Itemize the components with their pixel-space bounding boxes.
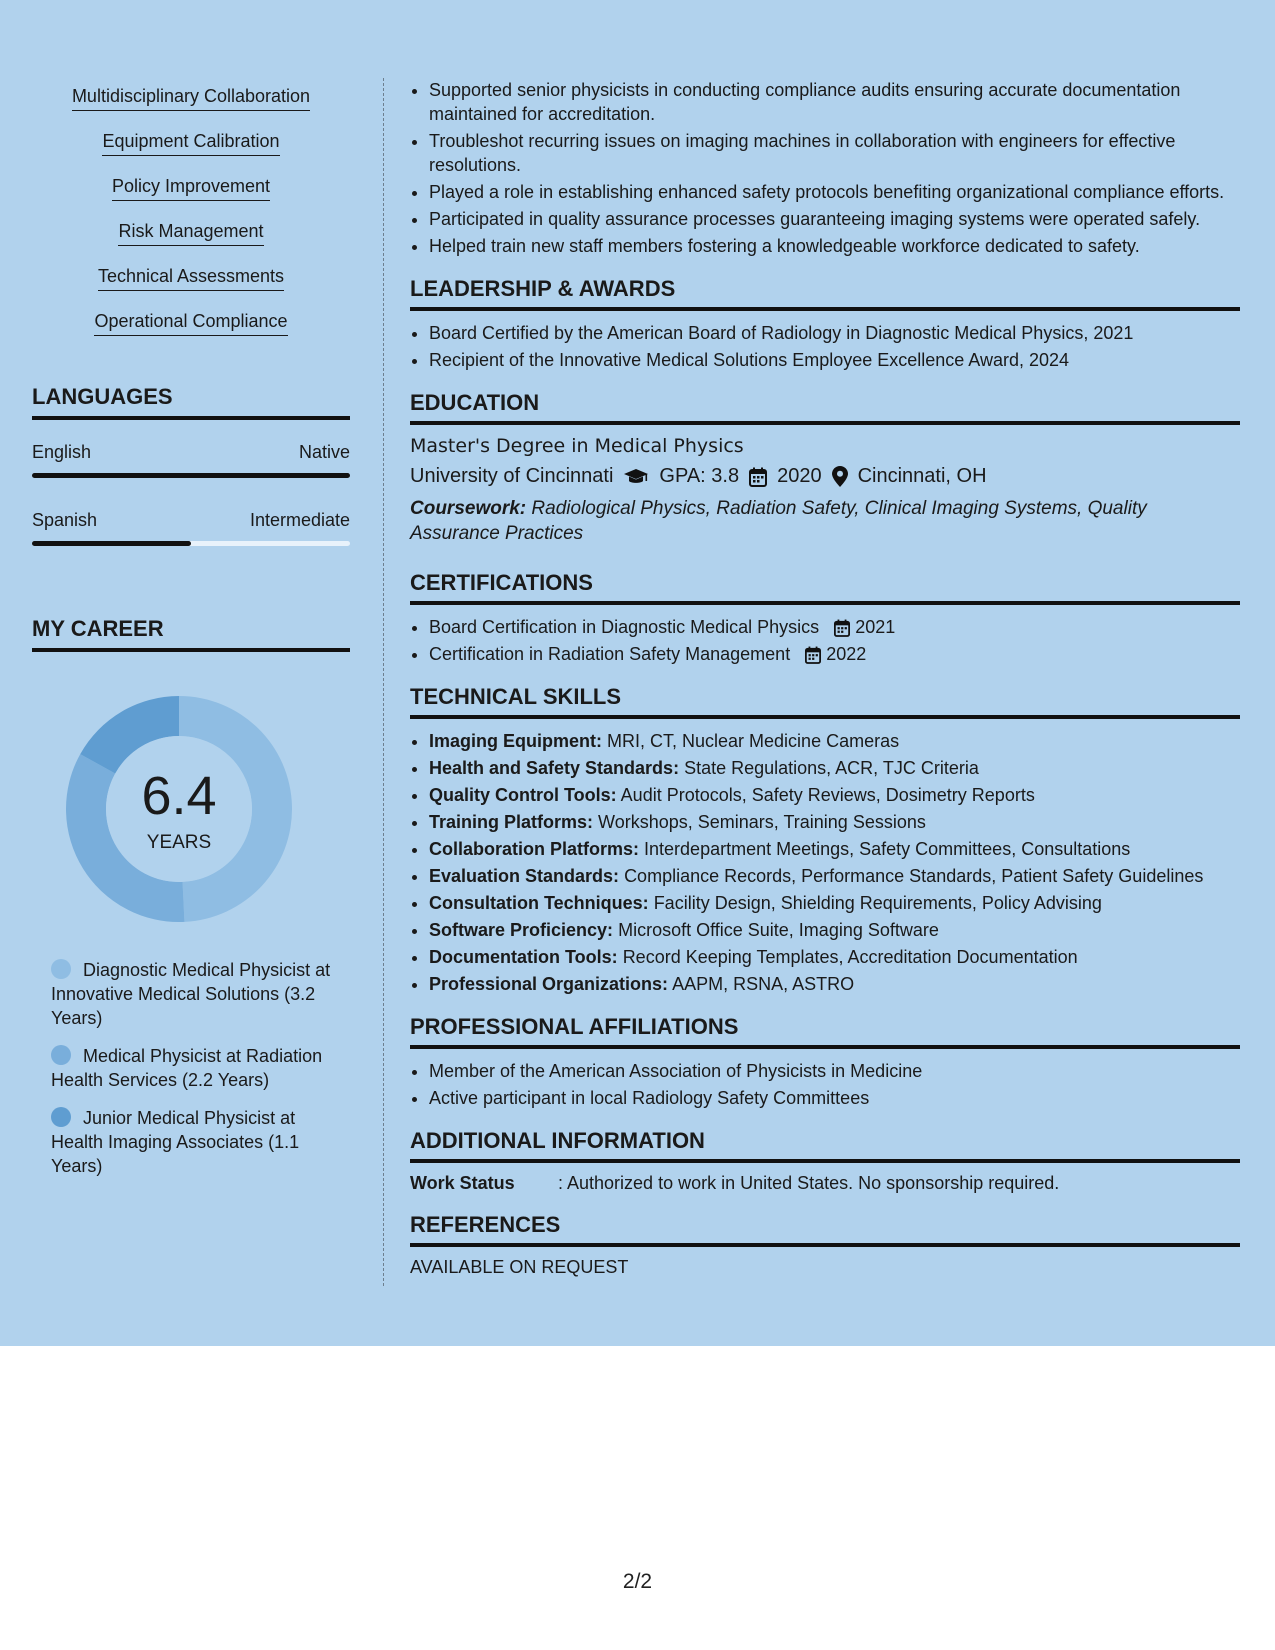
experience-bullet: • Helped train new staff members fostering a knowledgeable workforce dedicated to safety. (429, 234, 1240, 258)
certification-name: Board Certification in Diagnostic Medical Physics (429, 617, 820, 637)
main-content (410, 68, 1240, 1278)
experience-bullet: • Troubleshot recurring issues on imaging machines in collaboration with engineers for effective resolutions. (429, 129, 1240, 177)
role-text: Junior Medical Physicist at Health Imaging Associates (1.1 Years) (51, 1108, 300, 1176)
skills-list (32, 84, 350, 354)
technical-skill-item (429, 891, 1240, 915)
role-color-dot (51, 1107, 71, 1127)
education-heading: EDUCATION (410, 390, 1240, 425)
leadership-heading: LEADERSHIP & AWARDS (410, 276, 1240, 311)
graduation-year: 2020 (777, 465, 822, 487)
award-item: • Recipient of the Innovative Medical Solutions Employee Excellence Award, 2024 (429, 348, 1240, 372)
coursework-label: Coursework: (410, 498, 527, 519)
experience-bullet: • Participated in quality assurance processes guaranteeing imaging systems were operated safely. (429, 207, 1240, 231)
skill-values: Compliance Records, Performance Standards, Patient Safety Guidelines (624, 866, 1204, 886)
affiliations-heading: PROFESSIONAL AFFILIATIONS (410, 1014, 1240, 1049)
school-location: Cincinnati, OH (857, 465, 987, 487)
sidebar (32, 70, 350, 1188)
technical-skill-item (429, 972, 1240, 996)
skill-category: Health and Safety Standards: (429, 758, 680, 778)
technical-skill-item (429, 837, 1240, 861)
technical-skill-item (429, 756, 1240, 780)
language-name: English (32, 442, 92, 462)
career-role (51, 958, 350, 1030)
additional-info-heading: ADDITIONAL INFORMATION (410, 1128, 1240, 1163)
experience-bullet: • Supported senior physicists in conducting compliance audits ensuring accurate documentation maintained for accreditation. (429, 78, 1240, 126)
language-item (32, 442, 350, 478)
certification-year: 2021 (855, 617, 896, 637)
skill-category: Collaboration Platforms: (429, 839, 640, 859)
skill-tag: Risk Management (118, 219, 263, 246)
skill-tag: Multidisciplinary Collaboration (72, 84, 310, 111)
certification-item (429, 642, 1240, 666)
skill-values: Microsoft Office Suite, Imaging Software (618, 920, 939, 940)
certification-name: Certification in Radiation Safety Management (429, 644, 791, 664)
technical-skill-item (429, 918, 1240, 942)
language-proficiency-fill (32, 473, 350, 478)
skill-category: Imaging Equipment: (429, 731, 602, 751)
technical-skill-item (429, 945, 1240, 969)
certifications-list (410, 615, 1240, 666)
technical-skill-item (429, 864, 1240, 888)
award-item: • Board Certified by the American Board of Radiology in Diagnostic Medical Physics, 2021 (429, 321, 1240, 345)
technical-skills-list (410, 729, 1240, 996)
experience-bullet: • Played a role in establishing enhanced safety protocols benefiting organizational compliance efforts. (429, 180, 1240, 204)
skill-tag: Operational Compliance (94, 309, 287, 336)
affiliations-list (410, 1059, 1240, 1110)
skill-tag: Equipment Calibration (102, 129, 279, 156)
page-number: 2/2 (622, 1570, 653, 1593)
technical-skill-item (429, 810, 1240, 834)
career-role (51, 1044, 350, 1092)
role-color-dot (51, 959, 71, 979)
language-name: Spanish (32, 510, 98, 530)
skill-values: State Regulations, ACR, TJC Criteria (684, 758, 979, 778)
gpa: GPA: 3.8 (659, 465, 740, 487)
graduation-cap-icon (623, 465, 649, 488)
skill-category: Documentation Tools: (429, 947, 618, 967)
experience-bullets (410, 78, 1240, 258)
language-item (32, 510, 350, 546)
work-status-row (410, 1173, 1240, 1194)
skill-tag: Policy Improvement (112, 174, 270, 201)
career-years-label: YEARS (146, 832, 212, 853)
skill-category: Professional Organizations: (429, 974, 669, 994)
calendar-icon (805, 646, 821, 664)
coursework (410, 496, 1240, 546)
skill-category: Consultation Techniques: (429, 893, 649, 913)
location-pin-icon (832, 465, 848, 488)
career-heading: MY CAREER (32, 616, 350, 652)
certifications-heading: CERTIFICATIONS (410, 570, 1240, 605)
technical-skill-item (429, 729, 1240, 753)
skill-tag: Technical Assessments (98, 264, 284, 291)
work-status-label: Work Status (410, 1173, 515, 1193)
languages-heading: LANGUAGES (32, 384, 350, 420)
role-color-dot (51, 1045, 71, 1065)
career-role (51, 1106, 350, 1178)
skill-values: MRI, CT, Nuclear Medicine Cameras (607, 731, 900, 751)
leadership-list (410, 321, 1240, 372)
skill-values: Record Keeping Templates, Accreditation Documentation (622, 947, 1078, 967)
certification-year: 2022 (826, 644, 867, 664)
school-name: University of Cincinnati (410, 465, 614, 487)
role-text: Diagnostic Medical Physicist at Innovative Medical Solutions (3.2 Years) (51, 960, 331, 1028)
skill-category: Training Platforms: (429, 812, 594, 832)
skill-values: Audit Protocols, Safety Reviews, Dosimetry Reports (620, 785, 1035, 805)
language-proficiency-bar (32, 473, 350, 478)
career-donut-chart (66, 696, 292, 922)
coursework-list: Radiological Physics, Radiation Safety, Clinical Imaging Systems, Quality Assurance Practices (410, 498, 1147, 544)
language-proficiency-fill (32, 541, 191, 546)
affiliation-item: • Active participant in local Radiology Safety Committees (429, 1086, 1240, 1110)
technical-skills-heading: TECHNICAL SKILLS (410, 684, 1240, 719)
role-text: Medical Physicist at Radiation Health Services (2.2 Years) (51, 1046, 323, 1090)
education-meta (410, 465, 1240, 488)
career-roles-legend (32, 958, 350, 1178)
calendar-icon (834, 619, 850, 637)
skill-category: Evaluation Standards: (429, 866, 620, 886)
skill-values: AAPM, RSNA, ASTRO (672, 974, 855, 994)
skill-values: Workshops, Seminars, Training Sessions (598, 812, 926, 832)
skill-category: Quality Control Tools: (429, 785, 617, 805)
skill-values: Interdepartment Meetings, Safety Committees, Consultations (644, 839, 1131, 859)
calendar-icon (749, 465, 767, 488)
skill-category: Software Proficiency: (429, 920, 614, 940)
language-proficiency-bar (32, 541, 350, 546)
language-level: Intermediate (249, 510, 350, 530)
degree-title: Master's Degree in Medical Physics (410, 435, 744, 457)
work-status-value: : Authorized to work in United States. No sponsorship required. (558, 1173, 1060, 1193)
career-total-years: 6.4 (141, 766, 217, 826)
skill-values: Facility Design, Shielding Requirements, Policy Advising (653, 893, 1102, 913)
references-text: AVAILABLE ON REQUEST (410, 1257, 629, 1277)
technical-skill-item (429, 783, 1240, 807)
certification-item (429, 615, 1240, 639)
column-divider (383, 78, 384, 1286)
references-heading: REFERENCES (410, 1212, 1240, 1247)
language-level: Native (298, 442, 350, 462)
affiliation-item: • Member of the American Association of Physicists in Medicine (429, 1059, 1240, 1083)
